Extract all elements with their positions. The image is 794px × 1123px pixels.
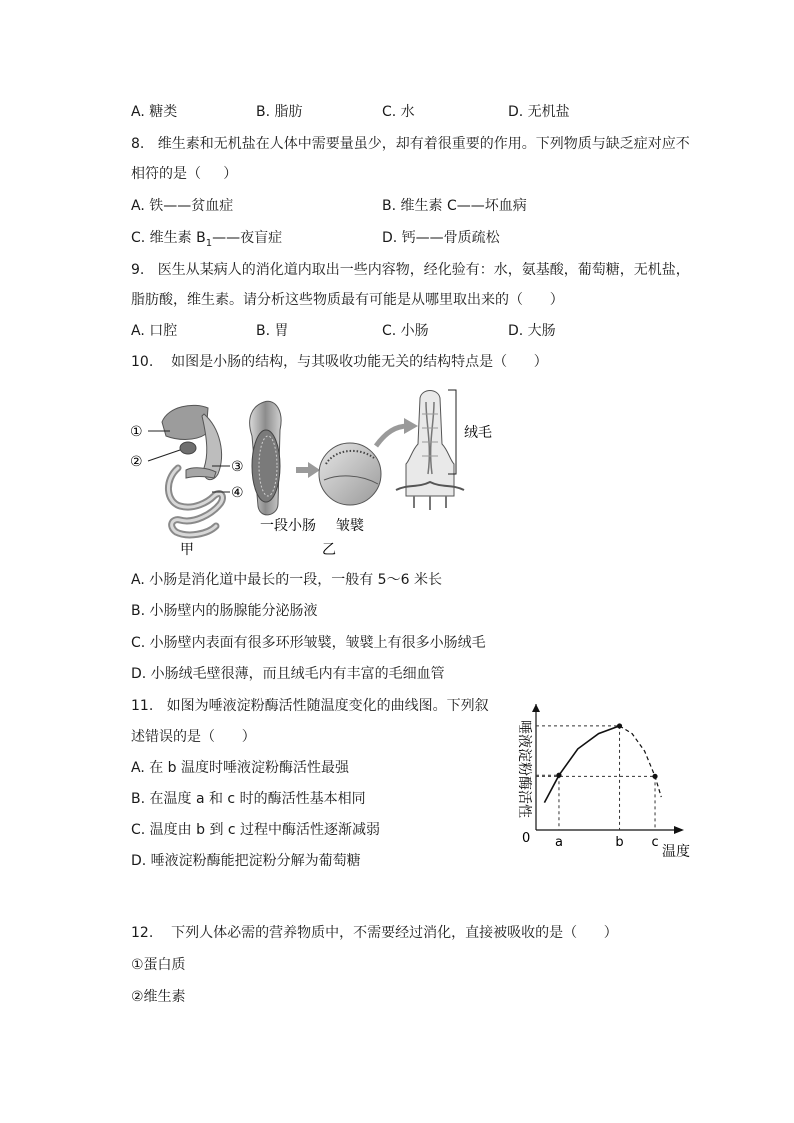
q9-stem-line2: 脂肪酸，维生素。请分析这些物质最有可能是从哪里取出来的（ ） xyxy=(131,292,564,308)
q9-option-c: C. 小肠 xyxy=(382,323,429,339)
q8-stem-line1: 8. 维生素和无机盐在人体中需要量虽少，却有着很重要的作用。下列物质与缺乏症对应不 xyxy=(131,136,690,152)
enzyme-activity-chart xyxy=(490,694,700,866)
q12-item-2: ②维生素 xyxy=(131,989,186,1005)
gallbladder-shape xyxy=(180,442,196,454)
q8-option-c-subscript: 1 xyxy=(205,237,213,249)
q7-option-d: D. 无机盐 xyxy=(508,104,570,120)
q10-stem: 10. 如图是小肠的结构，与其吸收功能无关的结构特点是（ ） xyxy=(131,354,548,370)
q10-option-d: D. 小肠绒毛壁很薄，而且绒毛内有丰富的毛细血管 xyxy=(131,666,445,682)
villus-shape xyxy=(406,391,454,497)
x-tick-c: c xyxy=(651,835,659,850)
activity-curve-dashed xyxy=(620,726,662,797)
q8-stem-line2: 相符的是（ ） xyxy=(131,166,238,182)
q9-stem-line1: 9. 医生从某病人的消化道内取出一些内容物，经化验有：水，氨基酸，葡萄糖，无机盐， xyxy=(131,262,690,278)
activity-curve-solid xyxy=(544,726,619,803)
label-villi: 绒毛 xyxy=(464,425,492,441)
q11-option-d: D. 唾液淀粉酶能把淀粉分解为葡萄糖 xyxy=(131,853,361,869)
point-b xyxy=(617,723,622,728)
q7-option-b: B. 脂肪 xyxy=(256,104,303,120)
x-axis-label: 温度 xyxy=(662,844,690,860)
point-a xyxy=(556,773,561,778)
q11-option-a: A. 在 b 温度时唾液淀粉酶活性最强 xyxy=(131,760,350,776)
arrow-right-icon xyxy=(308,462,320,478)
q8-option-c-tail: ——夜盲症 xyxy=(212,230,283,246)
y-axis-label: 唾液淀粉酶活性 xyxy=(516,720,532,818)
q12-item-1: ①蛋白质 xyxy=(131,957,186,973)
q12-stem: 12. 下列人体必需的营养物质中，不需要经过消化，直接被吸收的是（ ） xyxy=(131,925,618,941)
point-c xyxy=(652,774,657,779)
liver-shape xyxy=(162,405,208,439)
label-segment: 一段小肠 xyxy=(260,518,316,534)
q8-option-c xyxy=(131,228,282,254)
q11-option-b: B. 在温度 a 和 c 时的酶活性基本相同 xyxy=(131,791,366,807)
origin-label: 0 xyxy=(522,831,531,846)
label-jia: 甲 xyxy=(180,542,194,558)
x-tick-labels xyxy=(555,835,659,850)
y-axis-arrow-icon xyxy=(532,704,540,712)
arrow-up-right-icon xyxy=(404,418,418,434)
q9-option-d: D. 大肠 xyxy=(508,323,556,339)
label-fold: 皱襞 xyxy=(336,518,364,534)
small-intestine-figure xyxy=(128,384,508,560)
curve-points xyxy=(556,723,657,779)
q9-option-a: A. 口腔 xyxy=(131,323,178,339)
marker-3: ③ xyxy=(231,459,244,475)
marker-2: ② xyxy=(130,454,143,470)
fold-magnified-circle xyxy=(319,443,381,505)
q10-option-c: C. 小肠壁内表面有很多环形皱襞，皱襞上有很多小肠绒毛 xyxy=(131,635,486,651)
marker-1: ① xyxy=(130,424,143,440)
x-tick-a: a xyxy=(554,835,563,850)
q8-option-c-text: C. 维生素 B xyxy=(131,230,206,246)
q8-option-b: B. 维生素 C——坏血病 xyxy=(382,198,527,214)
x-axis-arrow-icon xyxy=(674,826,684,834)
q10-option-b: B. 小肠壁内的肠腺能分泌肠液 xyxy=(131,603,318,619)
x-tick-b: b xyxy=(615,835,624,850)
q7-option-c: C. 水 xyxy=(382,104,415,120)
q7-option-a: A. 糖类 xyxy=(131,104,178,120)
q11-stem-line2: 述错误的是（ ） xyxy=(131,729,256,745)
q11-stem-line1: 11. 如图为唾液淀粉酶活性随温度变化的曲线图。下列叙 xyxy=(131,698,489,714)
q8-option-d: D. 钙——骨质疏松 xyxy=(382,230,500,246)
marker-4: ④ xyxy=(231,485,244,501)
q11-option-c: C. 温度由 b 到 c 过程中酶活性逐渐减弱 xyxy=(131,822,381,838)
q10-option-a: A. 小肠是消化道中最长的一段，一般有 5～6 米长 xyxy=(131,572,442,588)
q8-option-a: A. 铁——贫血症 xyxy=(131,198,234,214)
label-yi: 乙 xyxy=(322,542,336,558)
q9-option-b: B. 胃 xyxy=(256,323,289,339)
